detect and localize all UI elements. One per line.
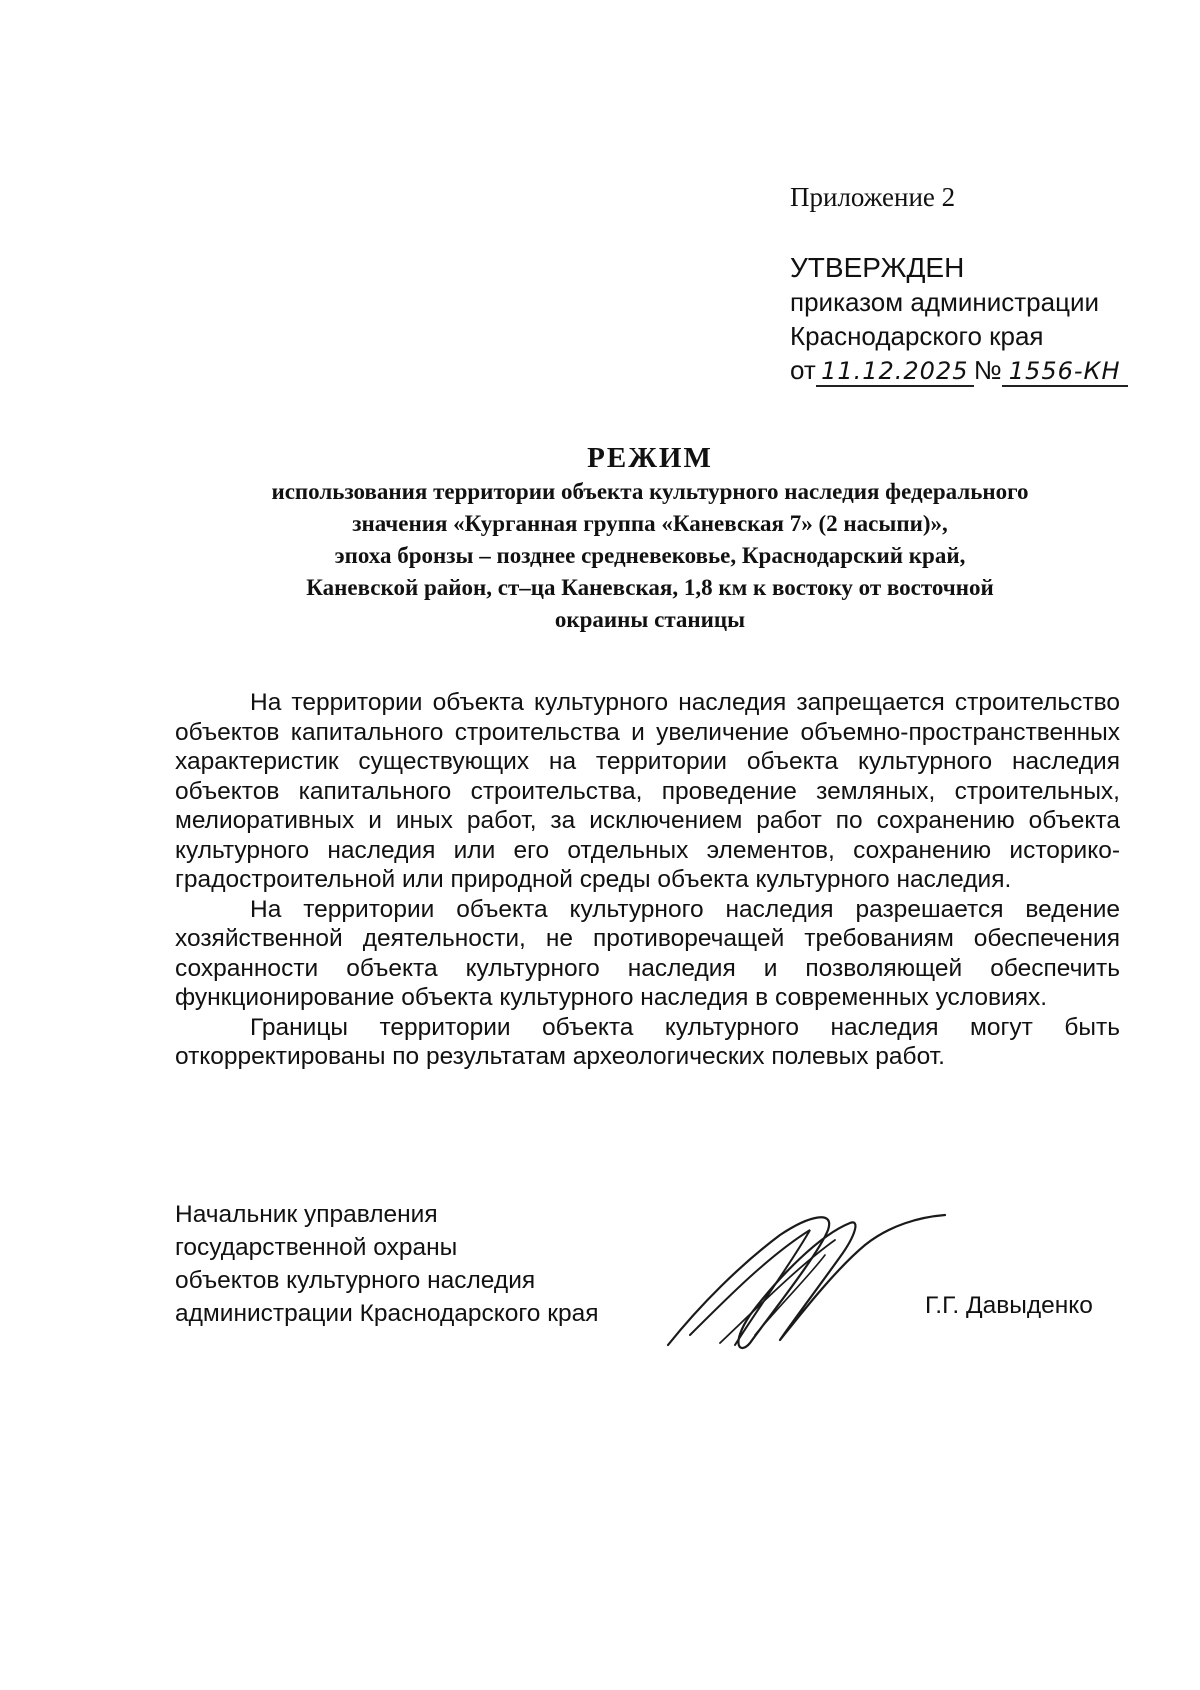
title-line-1: использования территории объекта культурного наследия федерального bbox=[271, 479, 1029, 504]
order-date-handwritten: 11.12.2025 bbox=[816, 357, 974, 387]
approval-block bbox=[790, 180, 1170, 387]
paragraph-prohibited: На территории объекта культурного наследия запрещается строительство объектов капитального строительства и увеличение объемно-пространственных характеристик существующих на территории объекта культурного наследия объектов капитального строительства, проведение земляных, строительных, мелиоративных и иных работ, за исключением работ по сохранению объекта культурного наследия или его отдельных элементов, сохранению историко-градостроительной или природной среды объекта культурного наследия. bbox=[175, 689, 1120, 893]
paragraph-boundaries: Границы территории объекта культурного наследия могут быть откорректированы по результатам археологических полевых работ. bbox=[175, 1013, 1120, 1070]
signer-position-line-2: государственной охраны bbox=[175, 1234, 458, 1261]
title-line-5: окраины станицы bbox=[554, 607, 746, 632]
date-prefix: от bbox=[790, 355, 816, 385]
order-date-number bbox=[790, 353, 1170, 387]
document-body bbox=[175, 688, 1120, 1072]
approved-by-line-2: Краснодарского края bbox=[790, 321, 1044, 351]
handwritten-signature bbox=[660, 1195, 950, 1355]
signer-position-line-3: объектов культурного наследия bbox=[175, 1267, 536, 1294]
order-number-handwritten: 1556-КН bbox=[1002, 357, 1128, 387]
title-heading: РЕЖИМ bbox=[587, 442, 713, 474]
document-title bbox=[160, 440, 1140, 636]
signer-position-line-1: Начальник управления bbox=[175, 1201, 438, 1228]
paragraph-permitted: На территории объекта культурного наследия разрешается ведение хозяйственной деятельности, не противоречащей требованиям обеспечения сохранности объекта культурного наследия и позволяющей обеспечить функционирование объекта культурного наследия в современных условиях. bbox=[175, 895, 1120, 1011]
signer-position bbox=[175, 1198, 695, 1330]
approved-by-line-1: приказом администрации bbox=[790, 287, 1100, 317]
signer-position-line-4: администрации Краснодарского края bbox=[175, 1300, 599, 1327]
approved-label: УТВЕРЖДЕН bbox=[790, 252, 965, 283]
title-line-4: Каневской район, ст–ца Каневская, 1,8 км к востоку от восточной bbox=[306, 575, 994, 600]
number-prefix: № bbox=[973, 355, 1002, 385]
title-line-3: эпоха бронзы – позднее средневековье, Краснодарский край, bbox=[334, 543, 966, 568]
signer-name: Г.Г. Давыденко bbox=[925, 1292, 1093, 1319]
title-line-2: значения «Курганная группа «Каневская 7» (2 насыпи)», bbox=[352, 511, 948, 536]
appendix-label: Приложение 2 bbox=[790, 182, 956, 212]
